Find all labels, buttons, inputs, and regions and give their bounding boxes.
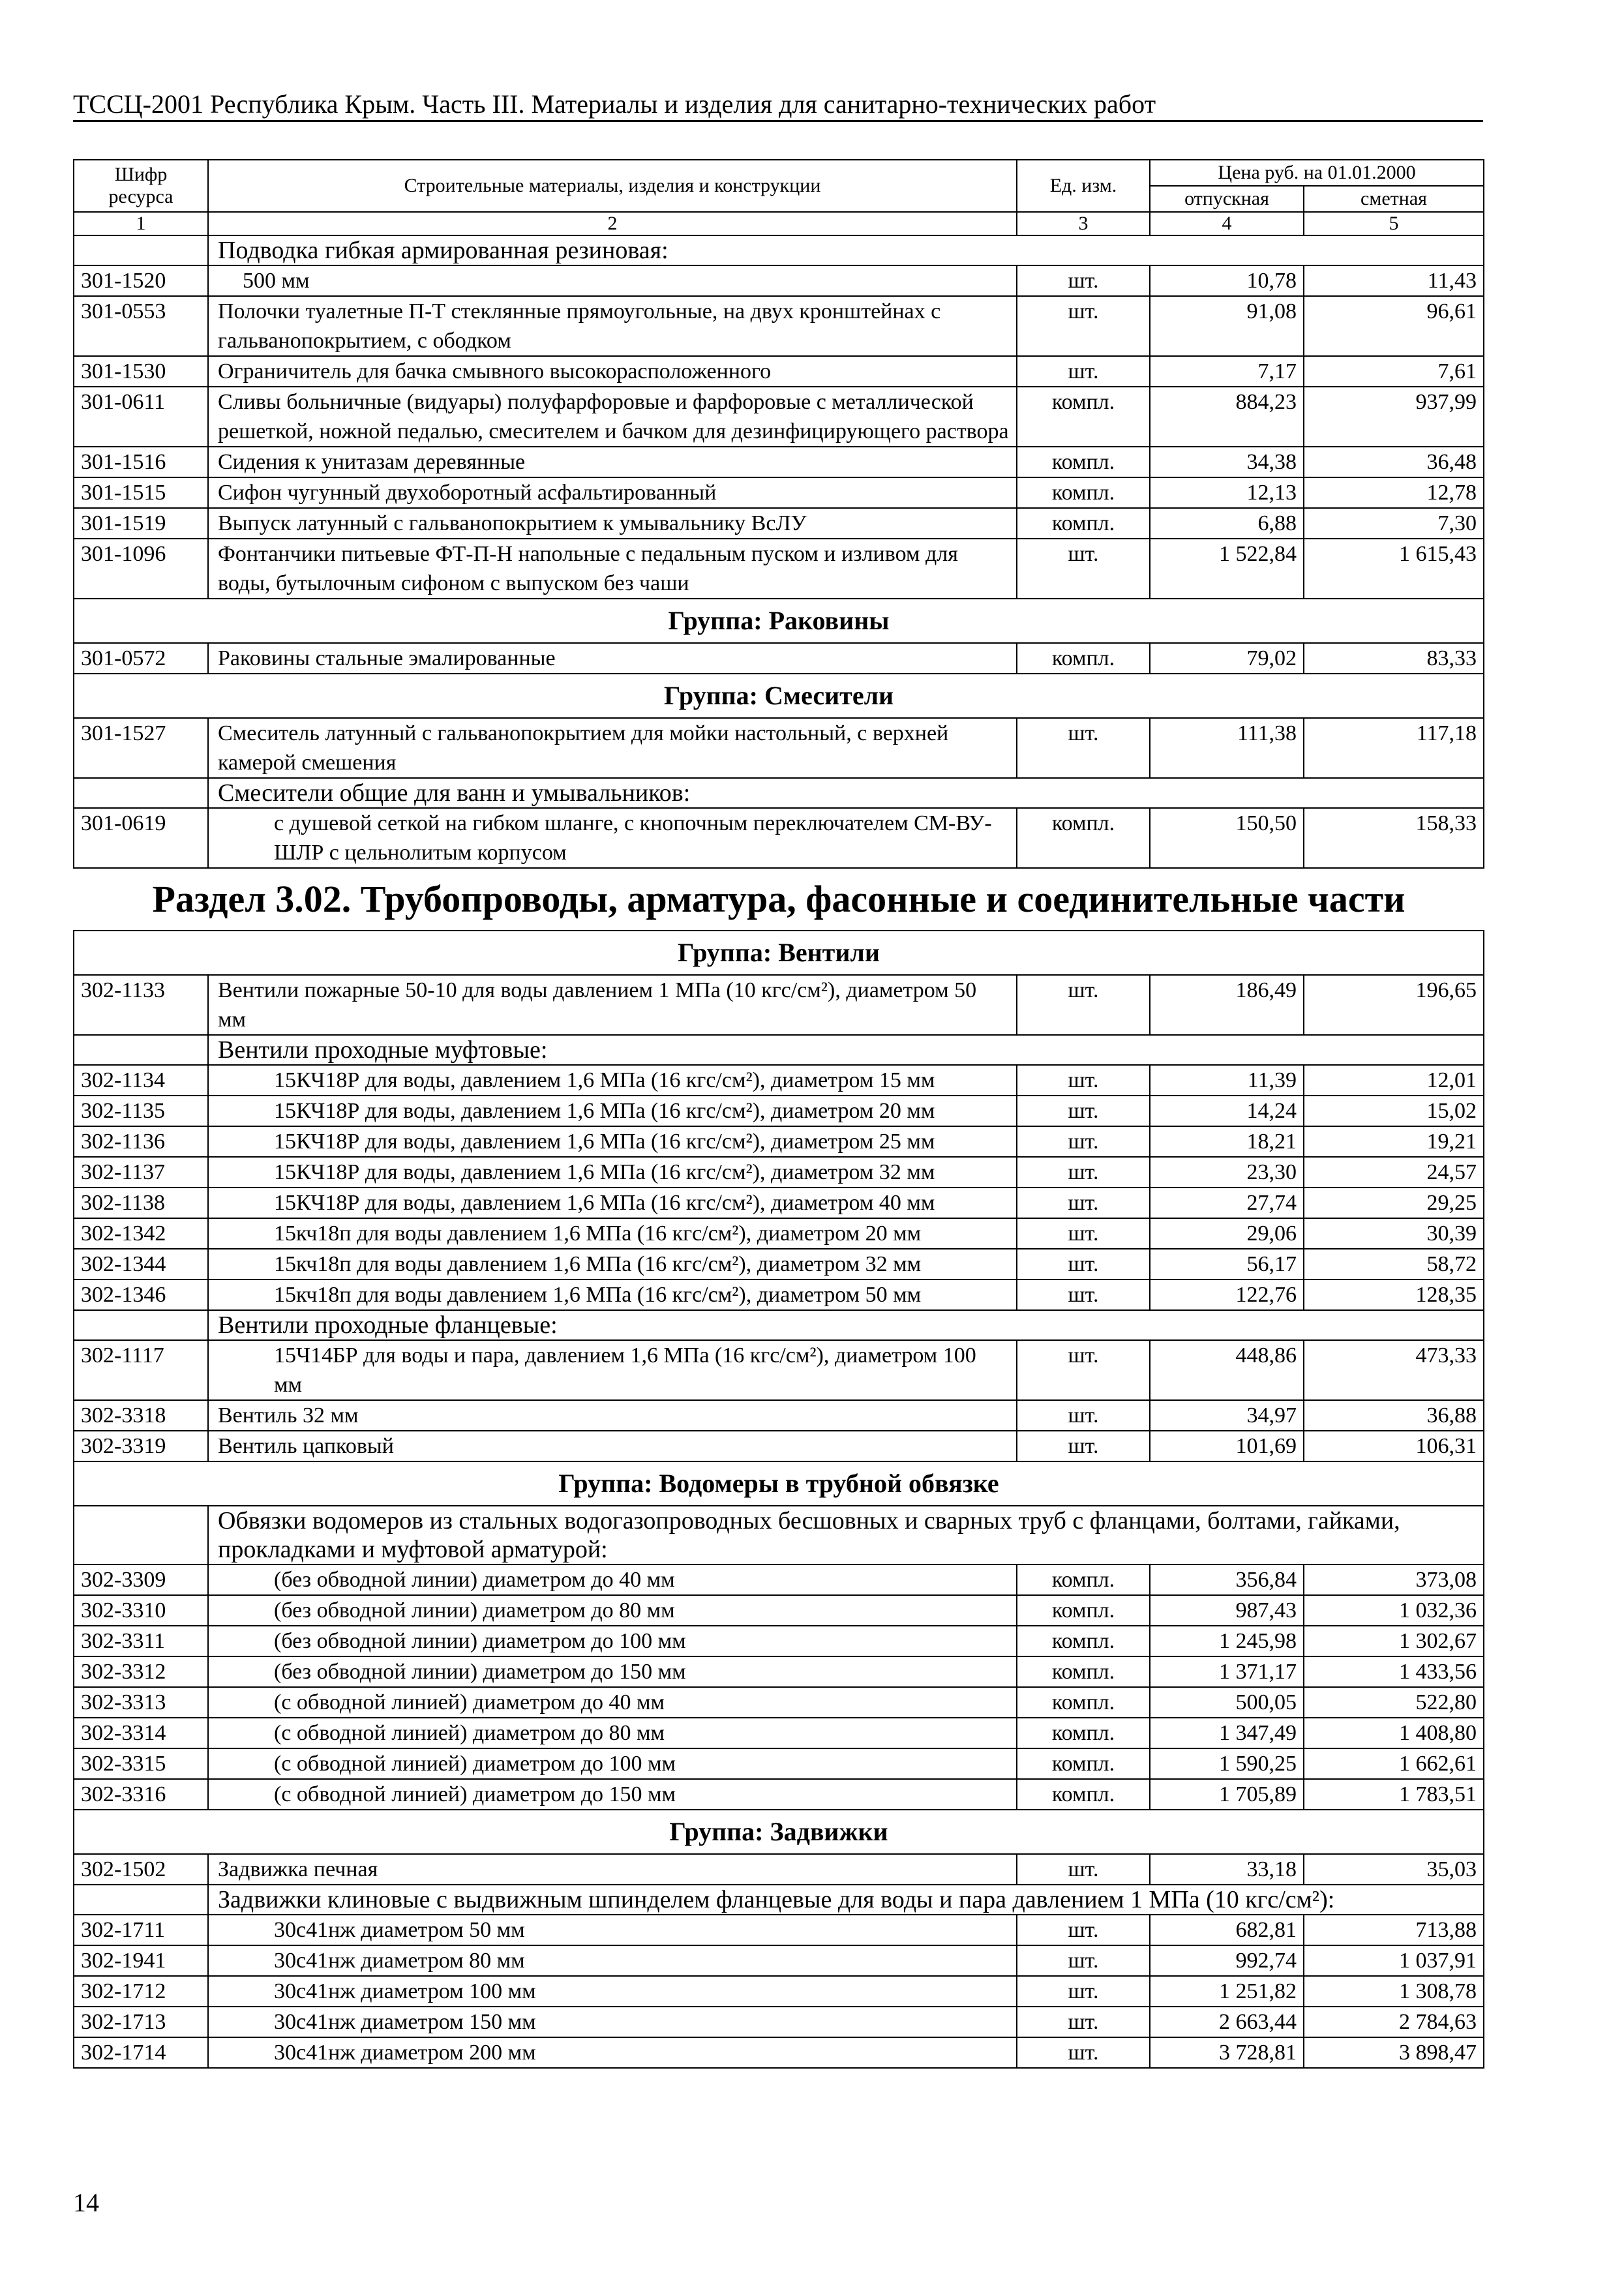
empty-code-cell (74, 1506, 208, 1564)
release-price: 884,23 (1150, 387, 1304, 447)
table-row (74, 447, 1484, 477)
estimate-price: 15,02 (1304, 1096, 1484, 1126)
material-name: (без обводной линии) диаметром до 80 мм (208, 1595, 1017, 1626)
empty-code-cell (74, 1885, 208, 1915)
unit-of-measure: шт. (1017, 539, 1150, 599)
unit-of-measure: шт. (1017, 2007, 1150, 2037)
column-number-1: 1 (74, 212, 208, 235)
unit-of-measure: шт. (1017, 1340, 1150, 1400)
material-name: 15КЧ18Р для воды, давлением 1,6 МПа (16 кгс/см²), диаметром 20 мм (208, 1096, 1017, 1126)
table-row (74, 643, 1484, 674)
estimate-price: 117,18 (1304, 718, 1484, 778)
table-row (74, 508, 1484, 539)
material-name: 15КЧ18Р для воды, давлением 1,6 МПа (16 кгс/см²), диаметром 32 мм (208, 1157, 1017, 1188)
material-name: Вентиль цапковый (208, 1431, 1017, 1461)
release-price: 111,38 (1150, 718, 1304, 778)
resource-code: 302-1117 (74, 1340, 208, 1400)
release-price: 23,30 (1150, 1157, 1304, 1188)
material-name: 30с41нж диаметром 100 мм (208, 1976, 1017, 2007)
estimate-price: 1 032,36 (1304, 1595, 1484, 1626)
unit-of-measure: шт. (1017, 1218, 1150, 1249)
column-header-release: отпускная (1150, 186, 1304, 212)
resource-code: 302-1712 (74, 1976, 208, 2007)
resource-code: 301-0619 (74, 808, 208, 868)
resource-code: 302-1137 (74, 1157, 208, 1188)
release-price: 6,88 (1150, 508, 1304, 539)
column-header-code: Шифр ресурса (74, 160, 208, 212)
unit-of-measure: компл. (1017, 808, 1150, 868)
resource-code: 301-1527 (74, 718, 208, 778)
empty-code-cell (74, 1310, 208, 1340)
unit-of-measure: шт. (1017, 265, 1150, 296)
estimate-price: 2 784,63 (1304, 2007, 1484, 2037)
estimate-price: 713,88 (1304, 1915, 1484, 1945)
empty-code-cell (74, 1035, 208, 1065)
resource-code: 302-3316 (74, 1779, 208, 1810)
column-header-name: Строительные материалы, изделия и конструкции (208, 160, 1017, 212)
material-name: Ограничитель для бачка смывного высокорасположенного (208, 356, 1017, 387)
release-price: 14,24 (1150, 1096, 1304, 1126)
column-header-estimate: сметная (1304, 186, 1484, 212)
material-name: Задвижка печная (208, 1854, 1017, 1885)
release-price: 1 371,17 (1150, 1656, 1304, 1687)
release-price: 1 347,49 (1150, 1718, 1304, 1748)
resource-code: 301-1096 (74, 539, 208, 599)
group-row (74, 931, 1484, 975)
table-row (74, 1431, 1484, 1461)
table-row (74, 2037, 1484, 2068)
header-rule (73, 120, 1483, 122)
release-price: 682,81 (1150, 1915, 1304, 1945)
unit-of-measure: шт. (1017, 1976, 1150, 2007)
group-title: Группа: Смесители (74, 674, 1484, 718)
subgroup-row (74, 1506, 1484, 1564)
table-row (74, 1656, 1484, 1687)
unit-of-measure: компл. (1017, 1779, 1150, 1810)
resource-code: 301-1519 (74, 508, 208, 539)
material-name: 15кч18п для воды давлением 1,6 МПа (16 кгс/см²), диаметром 20 мм (208, 1218, 1017, 1249)
resource-code: 301-0572 (74, 643, 208, 674)
estimate-price: 58,72 (1304, 1249, 1484, 1279)
unit-of-measure: компл. (1017, 387, 1150, 447)
resource-code: 302-1133 (74, 975, 208, 1035)
release-price: 34,97 (1150, 1400, 1304, 1431)
estimate-price: 158,33 (1304, 808, 1484, 868)
estimate-price: 128,35 (1304, 1279, 1484, 1310)
table-row (74, 1126, 1484, 1157)
release-price: 122,76 (1150, 1279, 1304, 1310)
material-name: Сифон чугунный двухоборотный асфальтированный (208, 477, 1017, 508)
estimate-price: 473,33 (1304, 1340, 1484, 1400)
resource-code: 302-3311 (74, 1626, 208, 1656)
material-name: 30с41нж диаметром 50 мм (208, 1915, 1017, 1945)
resource-code: 301-1530 (74, 356, 208, 387)
material-name: Фонтанчики питьевые ФТ-П-Н напольные с педальным пуском и изливом для воды, бутылочным сифоном с выпуском без чаши (208, 539, 1017, 599)
table-row (74, 1249, 1484, 1279)
release-price: 150,50 (1150, 808, 1304, 868)
estimate-price: 36,48 (1304, 447, 1484, 477)
estimate-price: 1 662,61 (1304, 1748, 1484, 1779)
section-row (74, 868, 1484, 931)
group-title: Группа: Вентили (74, 931, 1484, 975)
group-row (74, 674, 1484, 718)
material-name: (без обводной линии) диаметром до 150 мм (208, 1656, 1017, 1687)
release-price: 3 728,81 (1150, 2037, 1304, 2068)
group-row (74, 1461, 1484, 1506)
unit-of-measure: шт. (1017, 718, 1150, 778)
estimate-price: 19,21 (1304, 1126, 1484, 1157)
release-price: 29,06 (1150, 1218, 1304, 1249)
group-row (74, 599, 1484, 643)
material-name: 15Ч14БР для воды и пара, давлением 1,6 МПа (16 кгс/см²), диаметром 100 мм (208, 1340, 1017, 1400)
subgroup-row (74, 235, 1484, 265)
resource-code: 301-1520 (74, 265, 208, 296)
estimate-price: 36,88 (1304, 1400, 1484, 1431)
release-price: 186,49 (1150, 975, 1304, 1035)
group-title: Группа: Водомеры в трубной обвязке (74, 1461, 1484, 1506)
material-name: 15кч18п для воды давлением 1,6 МПа (16 кгс/см²), диаметром 50 мм (208, 1279, 1017, 1310)
estimate-price: 7,61 (1304, 356, 1484, 387)
release-price: 448,86 (1150, 1340, 1304, 1400)
estimate-price: 1 037,91 (1304, 1945, 1484, 1976)
material-name: Сливы больничные (видуары) полуфарфоровые и фарфоровые с металлической решеткой, ножной педалью, смесителем и бачком для дезинфицирующего раствора (208, 387, 1017, 447)
unit-of-measure: шт. (1017, 1279, 1150, 1310)
empty-code-cell (74, 778, 208, 808)
material-name: 30с41нж диаметром 200 мм (208, 2037, 1017, 2068)
table-row (74, 387, 1484, 447)
table-row (74, 1096, 1484, 1126)
table-row (74, 975, 1484, 1035)
resource-code: 302-1714 (74, 2037, 208, 2068)
unit-of-measure: шт. (1017, 1915, 1150, 1945)
material-name: Сидения к унитазам деревянные (208, 447, 1017, 477)
resource-code: 302-3312 (74, 1656, 208, 1687)
resource-code: 302-3319 (74, 1431, 208, 1461)
release-price: 27,74 (1150, 1188, 1304, 1218)
estimate-price: 96,61 (1304, 296, 1484, 356)
unit-of-measure: компл. (1017, 1656, 1150, 1687)
release-price: 2 663,44 (1150, 2007, 1304, 2037)
unit-of-measure: шт. (1017, 2037, 1150, 2068)
table-row (74, 1718, 1484, 1748)
column-number-row (74, 212, 1484, 235)
resource-code: 302-1342 (74, 1218, 208, 1249)
resource-code: 302-1941 (74, 1945, 208, 1976)
unit-of-measure: шт. (1017, 296, 1150, 356)
material-name: Раковины стальные эмалированные (208, 643, 1017, 674)
release-price: 1 245,98 (1150, 1626, 1304, 1656)
release-price: 1 522,84 (1150, 539, 1304, 599)
group-row (74, 1810, 1484, 1854)
table-row (74, 1564, 1484, 1595)
column-header-price: Цена руб. на 01.01.2000 (1150, 160, 1484, 186)
section-title: Раздел 3.02. Трубопроводы, арматура, фасонные и соединительные части (74, 868, 1484, 931)
material-name: (с обводной линией) диаметром до 80 мм (208, 1718, 1017, 1748)
release-price: 992,74 (1150, 1945, 1304, 1976)
estimate-price: 1 783,51 (1304, 1779, 1484, 1810)
table-row (74, 539, 1484, 599)
estimate-price: 30,39 (1304, 1218, 1484, 1249)
table-row (74, 1687, 1484, 1718)
resource-code: 302-3310 (74, 1595, 208, 1626)
resource-code: 301-1515 (74, 477, 208, 508)
release-price: 101,69 (1150, 1431, 1304, 1461)
material-name: (с обводной линией) диаметром до 40 мм (208, 1687, 1017, 1718)
estimate-price: 1 433,56 (1304, 1656, 1484, 1687)
estimate-price: 1 302,67 (1304, 1626, 1484, 1656)
release-price: 1 590,25 (1150, 1748, 1304, 1779)
estimate-price: 937,99 (1304, 387, 1484, 447)
release-price: 500,05 (1150, 1687, 1304, 1718)
material-name: (с обводной линией) диаметром до 150 мм (208, 1779, 1017, 1810)
subgroup-title: Задвижки клиновые с выдвижным шпинделем фланцевые для воды и пара давлением 1 МПа (10 кгс/см²): (208, 1885, 1484, 1915)
unit-of-measure: шт. (1017, 1249, 1150, 1279)
unit-of-measure: шт. (1017, 1096, 1150, 1126)
table-header-row (74, 160, 1484, 186)
table-row (74, 718, 1484, 778)
material-name: (без обводной линии) диаметром до 40 мм (208, 1564, 1017, 1595)
resource-code: 302-3315 (74, 1748, 208, 1779)
unit-of-measure: шт. (1017, 1065, 1150, 1096)
subgroup-row (74, 1885, 1484, 1915)
resource-code: 301-0611 (74, 387, 208, 447)
release-price: 356,84 (1150, 1564, 1304, 1595)
subgroup-row (74, 1310, 1484, 1340)
material-name: Смеситель латунный с гальванопокрытием для мойки настольный, с верхней камерой смешения (208, 718, 1017, 778)
resource-code: 302-1134 (74, 1065, 208, 1096)
release-price: 91,08 (1150, 296, 1304, 356)
resource-code: 302-3314 (74, 1718, 208, 1748)
resource-code: 302-3318 (74, 1400, 208, 1431)
table-row (74, 1915, 1484, 1945)
table-row (74, 477, 1484, 508)
estimate-price: 522,80 (1304, 1687, 1484, 1718)
column-number-2: 2 (208, 212, 1017, 235)
estimate-price: 83,33 (1304, 643, 1484, 674)
table-row (74, 1976, 1484, 2007)
release-price: 12,13 (1150, 477, 1304, 508)
resource-code: 302-1346 (74, 1279, 208, 1310)
estimate-price: 373,08 (1304, 1564, 1484, 1595)
unit-of-measure: шт. (1017, 1431, 1150, 1461)
estimate-price: 1 408,80 (1304, 1718, 1484, 1748)
estimate-price: 1 615,43 (1304, 539, 1484, 599)
table-row (74, 1626, 1484, 1656)
table-row (74, 1340, 1484, 1400)
release-price: 7,17 (1150, 356, 1304, 387)
material-name: (без обводной линии) диаметром до 100 мм (208, 1626, 1017, 1656)
release-price: 1 251,82 (1150, 1976, 1304, 2007)
material-name: Выпуск латунный с гальванопокрытием к умывальнику ВсЛУ (208, 508, 1017, 539)
material-name: 15КЧ18Р для воды, давлением 1,6 МПа (16 кгс/см²), диаметром 15 мм (208, 1065, 1017, 1096)
subgroup-row (74, 1035, 1484, 1065)
unit-of-measure: компл. (1017, 1748, 1150, 1779)
group-title: Группа: Раковины (74, 599, 1484, 643)
price-table (73, 159, 1484, 2069)
unit-of-measure: шт. (1017, 1188, 1150, 1218)
table-row (74, 356, 1484, 387)
release-price: 79,02 (1150, 643, 1304, 674)
subgroup-title: Вентили проходные фланцевые: (208, 1310, 1484, 1340)
unit-of-measure: шт. (1017, 1854, 1150, 1885)
column-number-3: 3 (1017, 212, 1150, 235)
unit-of-measure: компл. (1017, 447, 1150, 477)
resource-code: 301-1516 (74, 447, 208, 477)
release-price: 34,38 (1150, 447, 1304, 477)
material-name: Вентили пожарные 50-10 для воды давлением 1 МПа (10 кгс/см²), диаметром 50 мм (208, 975, 1017, 1035)
estimate-price: 11,43 (1304, 265, 1484, 296)
table-row (74, 1065, 1484, 1096)
table-row (74, 1595, 1484, 1626)
estimate-price: 12,78 (1304, 477, 1484, 508)
table-row (74, 2007, 1484, 2037)
group-title: Группа: Задвижки (74, 1810, 1484, 1854)
release-price: 1 705,89 (1150, 1779, 1304, 1810)
release-price: 11,39 (1150, 1065, 1304, 1096)
empty-code-cell (74, 235, 208, 265)
subgroup-title: Подводка гибкая армированная резиновая: (208, 235, 1484, 265)
estimate-price: 12,01 (1304, 1065, 1484, 1096)
table-row (74, 1748, 1484, 1779)
subgroup-title: Смесители общие для ванн и умывальников: (208, 778, 1484, 808)
unit-of-measure: компл. (1017, 508, 1150, 539)
column-number-5: 5 (1304, 212, 1484, 235)
release-price: 18,21 (1150, 1126, 1304, 1157)
unit-of-measure: шт. (1017, 1945, 1150, 1976)
page-number: 14 (73, 2188, 99, 2217)
resource-code: 302-1136 (74, 1126, 208, 1157)
material-name: 15КЧ18Р для воды, давлением 1,6 МПа (16 кгс/см²), диаметром 25 мм (208, 1126, 1017, 1157)
estimate-price: 35,03 (1304, 1854, 1484, 1885)
page-header-title: ТССЦ-2001 Республика Крым. Часть III. Материалы и изделия для санитарно-технических работ (73, 89, 1156, 119)
table-row (74, 1854, 1484, 1885)
table-row (74, 1779, 1484, 1810)
material-name: (с обводной линией) диаметром до 100 мм (208, 1748, 1017, 1779)
unit-of-measure: шт. (1017, 356, 1150, 387)
estimate-price: 29,25 (1304, 1188, 1484, 1218)
unit-of-measure: шт. (1017, 975, 1150, 1035)
table-row (74, 808, 1484, 868)
material-name: 15КЧ18Р для воды, давлением 1,6 МПа (16 кгс/см²), диаметром 40 мм (208, 1188, 1017, 1218)
column-header-unit: Ед. изм. (1017, 160, 1150, 212)
unit-of-measure: компл. (1017, 1564, 1150, 1595)
estimate-price: 3 898,47 (1304, 2037, 1484, 2068)
unit-of-measure: компл. (1017, 1626, 1150, 1656)
resource-code: 302-1138 (74, 1188, 208, 1218)
unit-of-measure: компл. (1017, 643, 1150, 674)
material-name: 500 мм (208, 265, 1017, 296)
release-price: 987,43 (1150, 1595, 1304, 1626)
table-row (74, 1157, 1484, 1188)
unit-of-measure: шт. (1017, 1157, 1150, 1188)
table-row (74, 1218, 1484, 1249)
unit-of-measure: шт. (1017, 1126, 1150, 1157)
table-row (74, 265, 1484, 296)
table-row (74, 1279, 1484, 1310)
table-row (74, 1188, 1484, 1218)
resource-code: 301-0553 (74, 296, 208, 356)
estimate-price: 196,65 (1304, 975, 1484, 1035)
resource-code: 302-1135 (74, 1096, 208, 1126)
release-price: 33,18 (1150, 1854, 1304, 1885)
unit-of-measure: шт. (1017, 1400, 1150, 1431)
resource-code: 302-1344 (74, 1249, 208, 1279)
material-name: с душевой сеткой на гибком шланге, с кнопочным переключателем СМ-ВУ-ШЛР с цельнолитым корпусом (208, 808, 1017, 868)
resource-code: 302-1711 (74, 1915, 208, 1945)
release-price: 10,78 (1150, 265, 1304, 296)
material-name: 15кч18п для воды давлением 1,6 МПа (16 кгс/см²), диаметром 32 мм (208, 1249, 1017, 1279)
estimate-price: 24,57 (1304, 1157, 1484, 1188)
subgroup-title: Обвязки водомеров из стальных водогазопроводных бесшовных и сварных труб с фланцами, болтами, гайками, прокладками и муфтовой арматурой: (208, 1506, 1484, 1564)
material-name: 30с41нж диаметром 80 мм (208, 1945, 1017, 1976)
material-name: 30с41нж диаметром 150 мм (208, 2007, 1017, 2037)
release-price: 56,17 (1150, 1249, 1304, 1279)
table-row (74, 1400, 1484, 1431)
column-number-4: 4 (1150, 212, 1304, 235)
material-name: Вентиль 32 мм (208, 1400, 1017, 1431)
estimate-price: 7,30 (1304, 508, 1484, 539)
subgroup-title: Вентили проходные муфтовые: (208, 1035, 1484, 1065)
estimate-price: 106,31 (1304, 1431, 1484, 1461)
resource-code: 302-3309 (74, 1564, 208, 1595)
unit-of-measure: компл. (1017, 477, 1150, 508)
resource-code: 302-1713 (74, 2007, 208, 2037)
price-table-body (74, 160, 1484, 2068)
material-name: Полочки туалетные П-Т стеклянные прямоугольные, на двух кронштейнах с гальванопокрытием, с ободком (208, 296, 1017, 356)
unit-of-measure: компл. (1017, 1718, 1150, 1748)
table-row (74, 1945, 1484, 1976)
table-row (74, 296, 1484, 356)
resource-code: 302-3313 (74, 1687, 208, 1718)
subgroup-row (74, 778, 1484, 808)
estimate-price: 1 308,78 (1304, 1976, 1484, 2007)
resource-code: 302-1502 (74, 1854, 208, 1885)
unit-of-measure: компл. (1017, 1687, 1150, 1718)
unit-of-measure: компл. (1017, 1595, 1150, 1626)
